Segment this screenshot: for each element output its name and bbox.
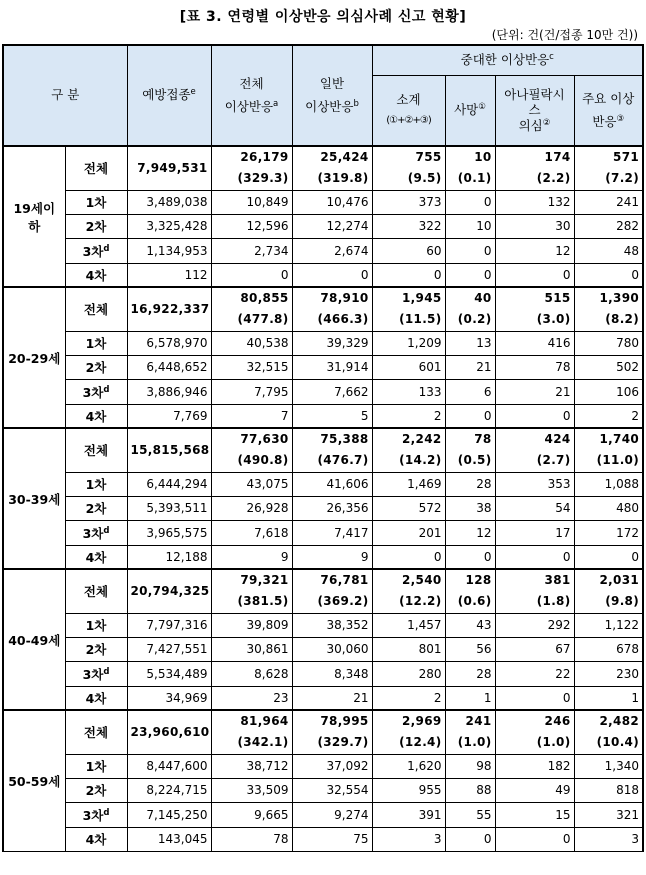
death-value: 12 [445,520,495,545]
sub-value: 391 [372,802,445,827]
major-value: 1 [574,686,643,710]
sub-value: 0 [372,263,445,287]
anaphylaxis-count: 515 (3.0) [495,287,574,331]
table-row [3,263,643,287]
ana-value: 0 [495,404,574,428]
header-major: 주요 이상 반응③ [574,75,643,146]
age-group-label: 50-59세 [3,710,65,851]
ae-value: 2,734 [211,238,292,263]
row-label: 전체 [65,569,127,613]
row-label: 1차 [65,331,127,355]
general-ae: 76,781 (369.2) [292,569,372,613]
vaccination-count: 20,794,325 [127,569,211,613]
row-label: 2차 [65,355,127,379]
ae-value: 23 [211,686,292,710]
gen-value: 26,356 [292,496,372,520]
gen-value: 7,417 [292,520,372,545]
major-value: 48 [574,238,643,263]
gen-value: 7,662 [292,379,372,404]
sub-value: 60 [372,238,445,263]
vaccination-count: 7,145,250 [127,802,211,827]
death-value: 10 [445,214,495,238]
major-value: 678 [574,637,643,661]
death-value: 0 [445,404,495,428]
death-value: 6 [445,379,495,404]
major-ae-count: 1,740 (11.0) [574,428,643,472]
death-value: 56 [445,637,495,661]
major-ae-count: 2,031 (9.8) [574,569,643,613]
sub-value: 3 [372,827,445,851]
ana-value: 54 [495,496,574,520]
age-group-label: 40-49세 [3,569,65,710]
header-general-ae: 일반 이상반응$^b$ [292,45,372,146]
vaccination-count: 112 [127,263,211,287]
row-label: 3차$^d$ [65,379,127,404]
row-label: 2차 [65,778,127,802]
death-value: 0 [445,545,495,569]
ana-value: 0 [495,263,574,287]
row-label: 2차 [65,214,127,238]
major-ae-count: 1,390 (8.2) [574,287,643,331]
gen-value: 8,348 [292,661,372,686]
vaccination-count: 143,045 [127,827,211,851]
sub-value: 955 [372,778,445,802]
ae-value: 7,795 [211,379,292,404]
sub-value: 280 [372,661,445,686]
ana-value: 0 [495,827,574,851]
death-value: 55 [445,802,495,827]
death-count: 128 (0.6) [445,569,495,613]
vaccination-count: 3,886,946 [127,379,211,404]
sub-value: 572 [372,496,445,520]
row-label: 3차$^d$ [65,802,127,827]
table-row [3,802,643,827]
table-row [3,146,643,190]
gen-value: 2,674 [292,238,372,263]
major-value: 502 [574,355,643,379]
table-row [3,331,643,355]
sub-value: 801 [372,637,445,661]
ana-value: 78 [495,355,574,379]
vaccination-count: 6,578,970 [127,331,211,355]
ae-value: 32,515 [211,355,292,379]
ana-value: 12 [495,238,574,263]
gen-value: 0 [292,263,372,287]
sub-value: 133 [372,379,445,404]
header-total-ae: 전체 이상반응$^a$ [211,45,292,146]
table-row [3,355,643,379]
vaccination-count: 7,797,316 [127,613,211,637]
major-value: 241 [574,190,643,214]
row-label: 전체 [65,146,127,190]
ana-value: 21 [495,379,574,404]
gen-value: 5 [292,404,372,428]
ae-value: 10,849 [211,190,292,214]
total-ae: 79,321 (381.5) [211,569,292,613]
major-value: 0 [574,545,643,569]
table-row [3,496,643,520]
ana-value: 15 [495,802,574,827]
death-value: 0 [445,238,495,263]
general-ae: 25,424 (319.8) [292,146,372,190]
death-value: 38 [445,496,495,520]
ana-value: 17 [495,520,574,545]
death-value: 98 [445,754,495,778]
serious-subtotal: 1,945 (11.5) [372,287,445,331]
header-death: 사망① [445,75,495,146]
total-ae: 77,630 (490.8) [211,428,292,472]
death-value: 0 [445,190,495,214]
ana-value: 182 [495,754,574,778]
header-gubun: 구 분 [3,45,127,146]
major-ae-count: 571 (7.2) [574,146,643,190]
table-row [3,190,643,214]
major-value: 172 [574,520,643,545]
table-row [3,520,643,545]
header-anaphylaxis: 아나필락시 스 의심② [495,75,574,146]
table-row [3,754,643,778]
vaccination-count: 3,325,428 [127,214,211,238]
gen-value: 39,329 [292,331,372,355]
ae-value: 9,665 [211,802,292,827]
serious-subtotal: 2,540 (12.2) [372,569,445,613]
ana-value: 0 [495,545,574,569]
row-label: 2차 [65,637,127,661]
death-count: 10 (0.1) [445,146,495,190]
death-value: 0 [445,263,495,287]
major-value: 230 [574,661,643,686]
vaccination-count: 7,949,531 [127,146,211,190]
gen-value: 9 [292,545,372,569]
table-row [3,827,643,851]
ae-value: 8,628 [211,661,292,686]
ae-value: 0 [211,263,292,287]
row-label: 1차 [65,754,127,778]
major-value: 1,088 [574,472,643,496]
vaccination-count: 6,448,652 [127,355,211,379]
table-row [3,287,643,331]
table-row [3,472,643,496]
ana-value: 49 [495,778,574,802]
vaccination-count: 34,969 [127,686,211,710]
vaccination-count: 3,489,038 [127,190,211,214]
ae-value: 26,928 [211,496,292,520]
table-row [3,613,643,637]
gen-value: 31,914 [292,355,372,379]
vaccination-count: 5,393,511 [127,496,211,520]
ae-value: 43,075 [211,472,292,496]
ae-value: 12,596 [211,214,292,238]
serious-subtotal: 755 (9.5) [372,146,445,190]
major-ae-count: 2,482 (10.4) [574,710,643,754]
row-label: 4차 [65,263,127,287]
age-group-label: 30-39세 [3,428,65,569]
ana-value: 292 [495,613,574,637]
gen-value: 21 [292,686,372,710]
major-value: 1,122 [574,613,643,637]
vaccination-count: 3,965,575 [127,520,211,545]
vaccination-count: 23,960,610 [127,710,211,754]
gen-value: 41,606 [292,472,372,496]
adverse-reaction-table [2,44,644,852]
major-value: 480 [574,496,643,520]
vaccination-count: 16,922,337 [127,287,211,331]
gen-value: 12,274 [292,214,372,238]
row-label: 1차 [65,613,127,637]
gen-value: 32,554 [292,778,372,802]
general-ae: 78,910 (466.3) [292,287,372,331]
death-value: 21 [445,355,495,379]
row-label: 3차$^d$ [65,661,127,686]
age-group-label: 19세이 하 [3,146,65,287]
row-label: 3차$^d$ [65,520,127,545]
major-value: 3 [574,827,643,851]
major-value: 2 [574,404,643,428]
ae-value: 7,618 [211,520,292,545]
sub-value: 201 [372,520,445,545]
sub-value: 373 [372,190,445,214]
table-row [3,404,643,428]
table-row [3,428,643,472]
death-value: 43 [445,613,495,637]
table-row [3,778,643,802]
death-count: 241 (1.0) [445,710,495,754]
sub-value: 322 [372,214,445,238]
table-row [3,686,643,710]
serious-subtotal: 2,969 (12.4) [372,710,445,754]
row-label: 전체 [65,428,127,472]
serious-subtotal: 2,242 (14.2) [372,428,445,472]
ana-value: 67 [495,637,574,661]
ae-value: 38,712 [211,754,292,778]
row-label: 4차 [65,404,127,428]
sub-value: 2 [372,686,445,710]
ae-value: 30,861 [211,637,292,661]
anaphylaxis-count: 246 (1.0) [495,710,574,754]
header-subtotal: 소계 (①+②+③) [372,75,445,146]
sub-value: 0 [372,545,445,569]
death-value: 88 [445,778,495,802]
vaccination-count: 6,444,294 [127,472,211,496]
major-value: 0 [574,263,643,287]
gen-value: 9,274 [292,802,372,827]
major-value: 321 [574,802,643,827]
table-row [3,710,643,754]
gen-value: 30,060 [292,637,372,661]
ae-value: 33,509 [211,778,292,802]
vaccination-count: 8,447,600 [127,754,211,778]
total-ae: 26,179 (329.3) [211,146,292,190]
header-vaccination: 예방접종$^e$ [127,45,211,146]
major-value: 282 [574,214,643,238]
major-value: 106 [574,379,643,404]
header-serious-ae: 중대한 이상반응$^c$ [372,45,643,75]
ana-value: 132 [495,190,574,214]
death-value: 28 [445,472,495,496]
table-row [3,379,643,404]
gen-value: 75 [292,827,372,851]
vaccination-count: 7,769 [127,404,211,428]
ae-value: 9 [211,545,292,569]
row-label: 전체 [65,710,127,754]
death-value: 1 [445,686,495,710]
vaccination-count: 7,427,551 [127,637,211,661]
row-label: 1차 [65,472,127,496]
row-label: 4차 [65,545,127,569]
table-row [3,214,643,238]
gen-value: 10,476 [292,190,372,214]
total-ae: 80,855 (477.8) [211,287,292,331]
death-value: 13 [445,331,495,355]
vaccination-count: 8,224,715 [127,778,211,802]
general-ae: 75,388 (476.7) [292,428,372,472]
ana-value: 22 [495,661,574,686]
death-value: 28 [445,661,495,686]
death-value: 0 [445,827,495,851]
death-count: 40 (0.2) [445,287,495,331]
anaphylaxis-count: 424 (2.7) [495,428,574,472]
sub-value: 2 [372,404,445,428]
table-row [3,238,643,263]
sub-value: 1,209 [372,331,445,355]
age-group-label: 20-29세 [3,287,65,428]
major-value: 1,340 [574,754,643,778]
table-row [3,569,643,613]
table-row [3,545,643,569]
sub-value: 1,620 [372,754,445,778]
gen-value: 37,092 [292,754,372,778]
sub-value: 601 [372,355,445,379]
vaccination-count: 15,815,568 [127,428,211,472]
ae-value: 39,809 [211,613,292,637]
general-ae: 78,995 (329.7) [292,710,372,754]
table-row [3,661,643,686]
vaccination-count: 12,188 [127,545,211,569]
ae-value: 78 [211,827,292,851]
ae-value: 7 [211,404,292,428]
gen-value: 38,352 [292,613,372,637]
row-label: 3차$^d$ [65,238,127,263]
table-row [3,637,643,661]
ana-value: 0 [495,686,574,710]
major-value: 818 [574,778,643,802]
anaphylaxis-count: 381 (1.8) [495,569,574,613]
ana-value: 30 [495,214,574,238]
sub-value: 1,457 [372,613,445,637]
vaccination-count: 5,534,489 [127,661,211,686]
total-ae: 81,964 (342.1) [211,710,292,754]
table-title: [표 3. 연령별 이상반응 의심사례 신고 현황] [179,9,467,25]
ae-value: 40,538 [211,331,292,355]
row-label: 4차 [65,827,127,851]
row-label: 전체 [65,287,127,331]
ana-value: 416 [495,331,574,355]
row-label: 1차 [65,190,127,214]
ana-value: 353 [495,472,574,496]
anaphylaxis-count: 174 (2.2) [495,146,574,190]
sub-value: 1,469 [372,472,445,496]
row-label: 4차 [65,686,127,710]
unit-note: (단위: 건(건/접종 10만 건)) [491,28,638,42]
vaccination-count: 1,134,953 [127,238,211,263]
row-label: 2차 [65,496,127,520]
major-value: 780 [574,331,643,355]
death-count: 78 (0.5) [445,428,495,472]
